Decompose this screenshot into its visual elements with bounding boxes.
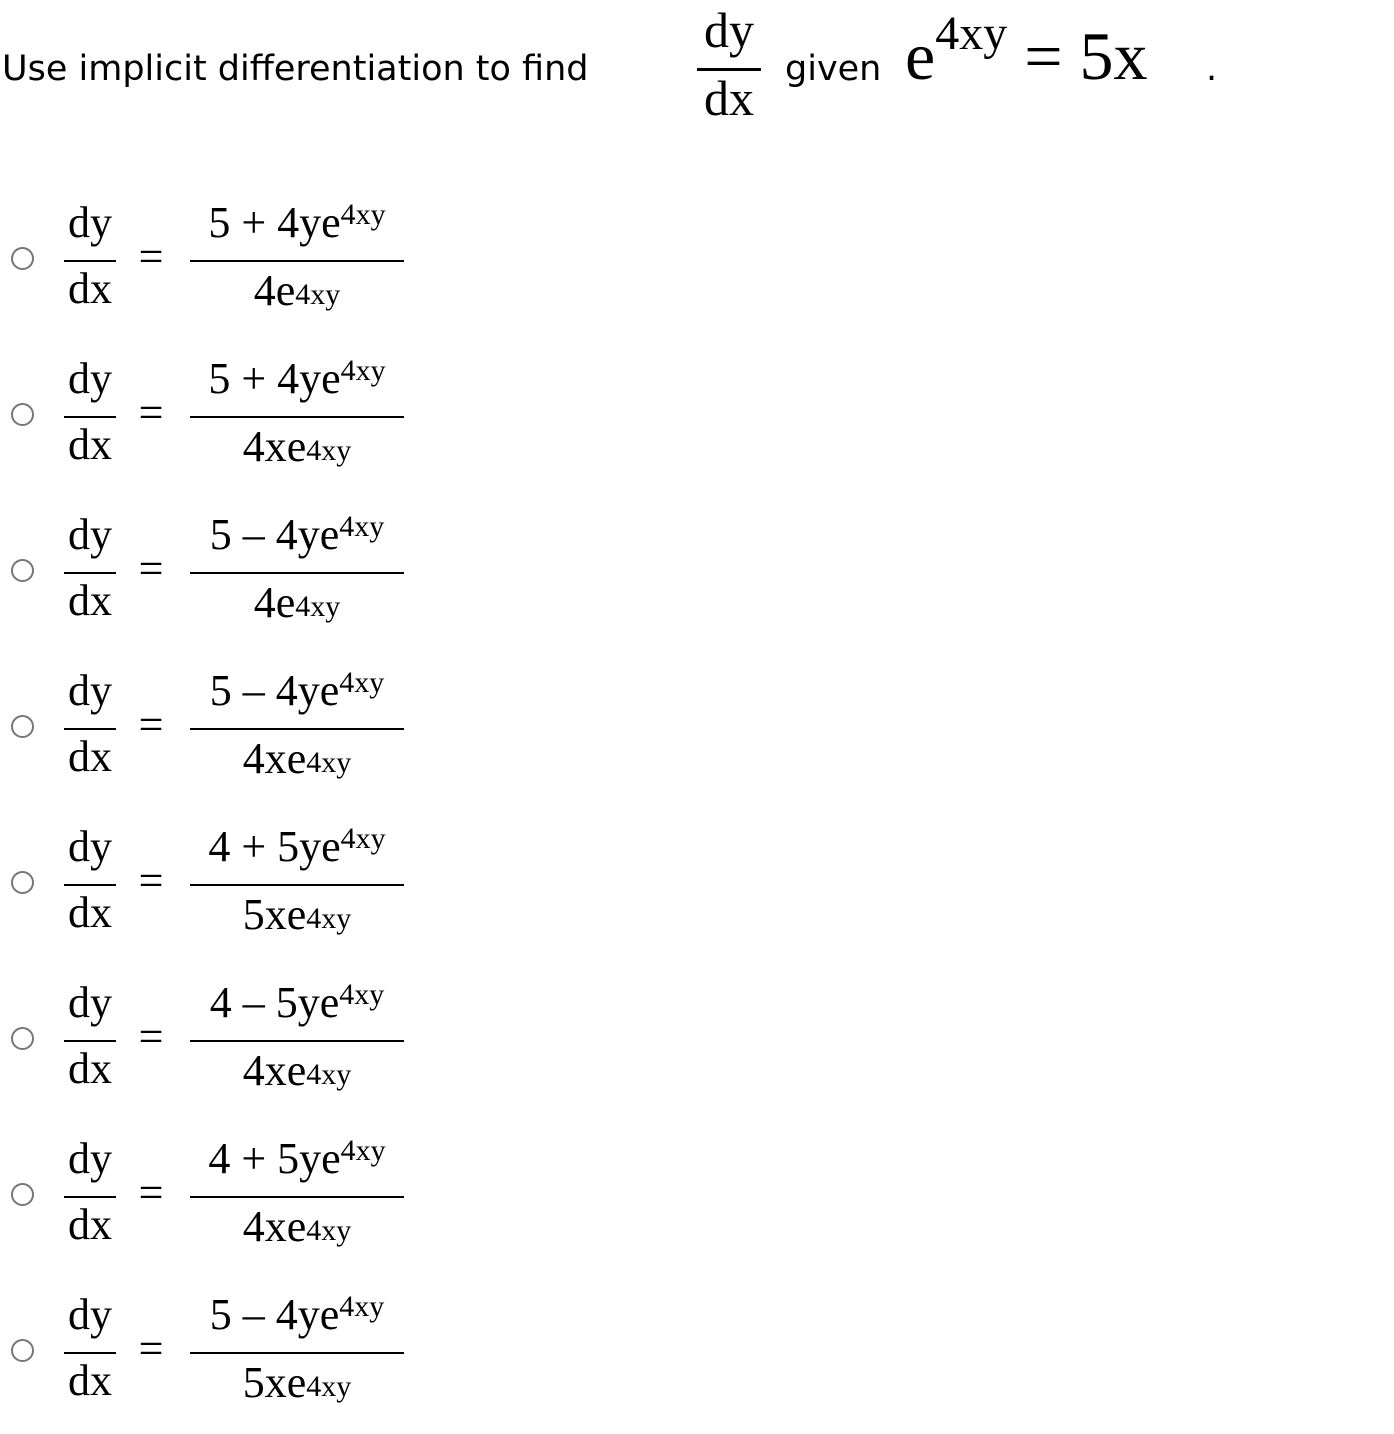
rhs-numerator-main: 5 – 4ye — [209, 666, 340, 715]
rhs-fraction-bar — [190, 1040, 404, 1042]
rhs-numerator — [190, 354, 404, 404]
lhs-denominator: dx — [68, 1356, 112, 1405]
equals-sign: = — [138, 544, 164, 593]
rhs-denominator-main: 4xe — [242, 1202, 307, 1251]
rhs-denominator — [190, 1046, 404, 1096]
rhs-denominator-main: 4e — [253, 578, 296, 627]
answer-option-4[interactable] — [0, 662, 420, 792]
rhs-numerator-main: 5 + 4ye — [208, 354, 341, 403]
rhs-denominator — [190, 1202, 404, 1252]
question-given: given — [785, 49, 882, 89]
lhs-numerator: dy — [68, 978, 112, 1027]
rhs-numerator-exponent: 4xy — [340, 1134, 386, 1167]
rhs-numerator-main: 5 + 4ye — [208, 198, 341, 247]
lhs-fraction-bar — [64, 416, 116, 418]
question-frac-numerator: dy — [704, 2, 754, 58]
rhs-numerator-exponent: 4xy — [339, 978, 385, 1011]
lhs-fraction-bar — [64, 1352, 116, 1354]
question-dy-dx-fraction — [690, 0, 768, 130]
rhs-denominator-main: 4xe — [242, 422, 307, 471]
lhs-numerator: dy — [68, 666, 112, 715]
rhs-numerator-exponent: 4xy — [340, 822, 386, 855]
lhs-numerator: dy — [68, 354, 112, 403]
answer-option-2[interactable] — [0, 350, 420, 480]
rhs-denominator-exponent: 4xy — [295, 278, 341, 311]
lhs-denominator: dx — [68, 1044, 112, 1093]
rhs-numerator — [190, 1134, 404, 1184]
rhs-denominator-exponent: 4xy — [306, 1370, 352, 1403]
rhs-numerator-exponent: 4xy — [340, 354, 386, 387]
lhs-fraction-bar — [64, 1040, 116, 1042]
lhs-denominator: dx — [68, 732, 112, 781]
rhs-numerator-exponent: 4xy — [339, 510, 385, 543]
rhs-denominator — [190, 1358, 404, 1408]
radio-button[interactable] — [11, 247, 34, 270]
question-frac-denominator: dx — [704, 70, 754, 126]
question-eq-base: e — [905, 18, 936, 94]
rhs-numerator — [190, 1290, 404, 1340]
rhs-denominator-exponent: 4xy — [306, 434, 352, 467]
rhs-denominator-main: 4e — [253, 266, 296, 315]
lhs-numerator: dy — [68, 822, 112, 871]
rhs-numerator-main: 4 – 5ye — [209, 978, 340, 1027]
radio-button[interactable] — [11, 715, 34, 738]
radio-button[interactable] — [11, 403, 34, 426]
lhs-denominator: dx — [68, 264, 112, 313]
rhs-fraction-bar — [190, 884, 404, 886]
lhs-numerator: dy — [68, 198, 112, 247]
answer-option-5[interactable] — [0, 818, 420, 948]
lhs-denominator: dx — [68, 576, 112, 625]
rhs-denominator-exponent: 4xy — [306, 1058, 352, 1091]
rhs-numerator-main: 4 + 5ye — [208, 1134, 341, 1183]
answer-option-8[interactable] — [0, 1286, 420, 1416]
rhs-denominator-main: 4xe — [242, 1046, 307, 1095]
radio-button[interactable] — [11, 1183, 34, 1206]
lhs-numerator: dy — [68, 1290, 112, 1339]
lhs-numerator: dy — [68, 1134, 112, 1183]
question-eq-rhs: = 5x — [1024, 18, 1148, 94]
answer-option-6[interactable] — [0, 974, 420, 1104]
rhs-denominator-exponent: 4xy — [295, 590, 341, 623]
question-equation — [905, 7, 1148, 96]
rhs-denominator-exponent: 4xy — [306, 746, 352, 779]
rhs-denominator — [190, 734, 404, 784]
rhs-numerator — [190, 510, 404, 560]
lhs-fraction-bar — [64, 572, 116, 574]
lhs-fraction-bar — [64, 884, 116, 886]
rhs-denominator-main: 5xe — [242, 890, 307, 939]
lhs-fraction-bar — [64, 1196, 116, 1198]
rhs-fraction-bar — [190, 1352, 404, 1354]
answer-option-3[interactable] — [0, 506, 420, 636]
question-prompt — [0, 0, 1394, 130]
lhs-denominator: dx — [68, 420, 112, 469]
lhs-numerator: dy — [68, 510, 112, 559]
answer-option-1[interactable] — [0, 194, 420, 324]
rhs-fraction-bar — [190, 728, 404, 730]
rhs-denominator — [190, 578, 404, 628]
question-period: . — [1206, 49, 1218, 89]
lhs-fraction-bar — [64, 260, 116, 262]
rhs-numerator-exponent: 4xy — [339, 666, 385, 699]
lhs-fraction-bar — [64, 728, 116, 730]
equals-sign: = — [138, 1324, 164, 1373]
rhs-numerator-main: 5 – 4ye — [209, 510, 340, 559]
lhs-denominator: dx — [68, 888, 112, 937]
rhs-numerator-exponent: 4xy — [339, 1290, 385, 1323]
rhs-fraction-bar — [190, 1196, 404, 1198]
rhs-numerator — [190, 198, 404, 248]
equals-sign: = — [138, 856, 164, 905]
rhs-fraction-bar — [190, 260, 404, 262]
lhs-denominator: dx — [68, 1200, 112, 1249]
radio-button[interactable] — [11, 1339, 34, 1362]
rhs-denominator — [190, 422, 404, 472]
equals-sign: = — [138, 1012, 164, 1061]
radio-button[interactable] — [11, 559, 34, 582]
rhs-numerator — [190, 978, 404, 1028]
rhs-numerator-main: 5 – 4ye — [209, 1290, 340, 1339]
rhs-numerator — [190, 822, 404, 872]
rhs-fraction-bar — [190, 416, 404, 418]
equals-sign: = — [138, 388, 164, 437]
rhs-denominator-exponent: 4xy — [306, 902, 352, 935]
rhs-denominator-main: 4xe — [242, 734, 307, 783]
radio-button[interactable] — [11, 1027, 34, 1050]
rhs-numerator — [190, 666, 404, 716]
equals-sign: = — [138, 232, 164, 281]
rhs-denominator-main: 5xe — [242, 1358, 307, 1407]
rhs-denominator — [190, 266, 404, 316]
equals-sign: = — [138, 1168, 164, 1217]
rhs-denominator-exponent: 4xy — [306, 1214, 352, 1247]
radio-button[interactable] — [11, 871, 34, 894]
rhs-denominator — [190, 890, 404, 940]
rhs-fraction-bar — [190, 572, 404, 574]
rhs-numerator-exponent: 4xy — [340, 198, 386, 231]
equals-sign: = — [138, 700, 164, 749]
question-prefix: Use implicit differentiation to find — [2, 49, 589, 89]
rhs-numerator-main: 4 + 5ye — [208, 822, 341, 871]
answer-option-7[interactable] — [0, 1130, 420, 1260]
question-eq-exponent: 4xy — [935, 7, 1008, 60]
